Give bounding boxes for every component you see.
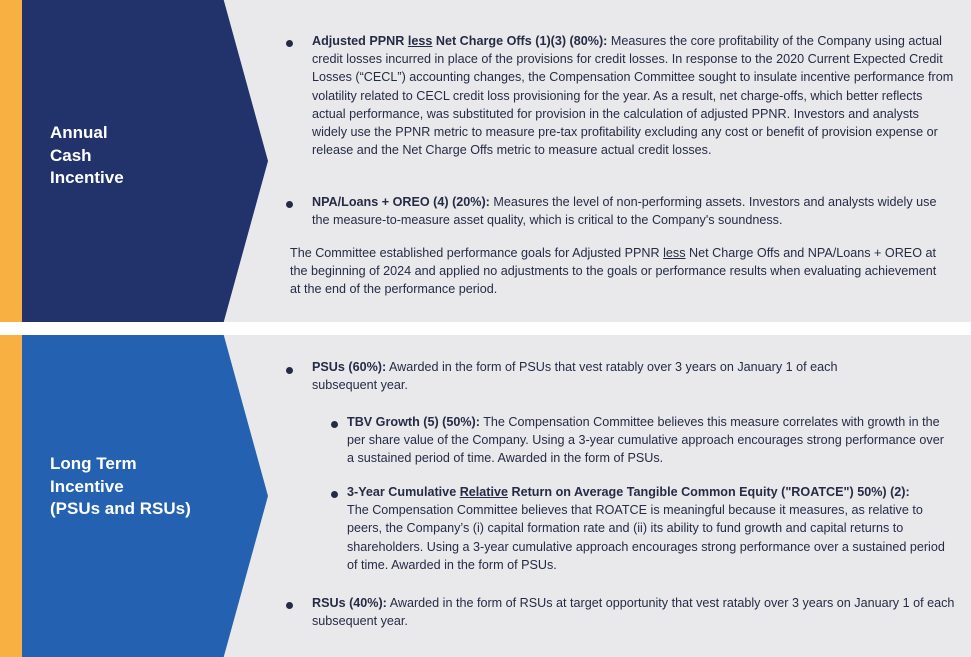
committee-note-part: The Committee established performance goals for Adjusted PPNR xyxy=(290,246,664,260)
long-term-incentive-section xyxy=(0,335,971,657)
rsu-heading: RSUs (40%): xyxy=(312,596,387,610)
section-title: Long Term Incentive (PSUs and RSUs) xyxy=(50,454,191,518)
roatce-heading-underlined: Relative xyxy=(459,485,509,499)
bullet-dot xyxy=(286,40,293,47)
rsu-description: Awarded in the form of RSUs at target opportunity that vest ratably over 3 years on January 1 of each subsequent year. xyxy=(312,596,955,629)
roatce-bullet-text xyxy=(347,483,957,574)
roatce-heading-rest: Return on Average Tangible Common Equity ("ROATCE") 50%) (2): xyxy=(508,485,910,499)
bullet-dot xyxy=(286,367,293,374)
roatce-description: The Compensation Committee believes that ROATCE is meaningful because it measures, as relative to peers, the Company’s (i) capital formation rate and (ii) its ability to fund growth and capital returns to shareholders. Using a 3-year cumulative approach encourages strong performance over a sustained period of time. Awarded in the form of PSUs. xyxy=(347,503,945,572)
psu-description: Awarded in the form of PSUs that vest ratably over 3 years on January 1 of each subsequent year. xyxy=(312,360,838,393)
tbv-bullet-text xyxy=(347,413,952,468)
bullet-dot xyxy=(286,602,293,609)
section-title: Annual Cash Incentive xyxy=(50,123,124,187)
ppnr-description: Measures the core profitability of the Company using actual credit losses incurred in place of the provisions for credit losses. In response to the 2020 Current Expected Credit Losses (“CECL”) accounting changes, the Compensation Committee sought to insulate incentive performance from volatility related to CECL credit loss provisioning for the year. As a result, net charge-offs, which better reflects actual performance, was substituted for provision in the calculation of adjusted PPNR. Investors and analysts widely use the PPNR metric to measure pre-tax profitability excluding any cost or benefit of provision expense or release and the Net Charge Offs metric to measure actual credit losses. xyxy=(312,34,954,158)
bullet-dot xyxy=(331,421,338,428)
tbv-description: The Compensation Committee believes this measure correlates with growth in the per share value of the Company. Using a 3-year cumulative approach encourages strong performance over a sustained period of time. Awarded in the form of PSUs. xyxy=(347,415,944,466)
committee-note-rest: Net Charge Offs and NPA/Loans + OREO at the beginning of 2024 and applied no adjustments to the goals or performance results when evaluating achievement at the end of the performance period. xyxy=(290,246,937,297)
roatce-heading: 3-Year Cumulative xyxy=(347,485,460,499)
tbv-heading: TBV Growth (5) (50%): xyxy=(347,415,480,429)
committee-note xyxy=(290,244,950,299)
psu-heading: PSUs (60%): xyxy=(312,360,387,374)
ppnr-heading-underlined: less xyxy=(407,34,433,48)
npa-description: Measures the level of non-performing assets. Investors and analysts widely use the measure-to-measure asset quality, which is critical to the Company's soundness. xyxy=(312,195,937,228)
psu-bullet-text xyxy=(312,358,892,394)
bullet-dot xyxy=(286,201,293,208)
rsu-bullet-text xyxy=(312,594,957,630)
ppnr-bullet-text xyxy=(312,32,957,159)
ppnr-heading-rest: Net Charge Offs (1)(3) (80%): xyxy=(432,34,608,48)
npa-bullet-text xyxy=(312,193,957,229)
accent-bar xyxy=(0,335,22,657)
npa-heading: NPA/Loans + OREO (4) (20%): xyxy=(312,195,490,209)
accent-bar xyxy=(0,0,22,322)
bullet-dot xyxy=(331,491,338,498)
committee-note-underlined: less xyxy=(663,246,686,260)
ppnr-heading: Adjusted PPNR xyxy=(312,34,408,48)
annual-cash-incentive-section xyxy=(0,0,971,322)
